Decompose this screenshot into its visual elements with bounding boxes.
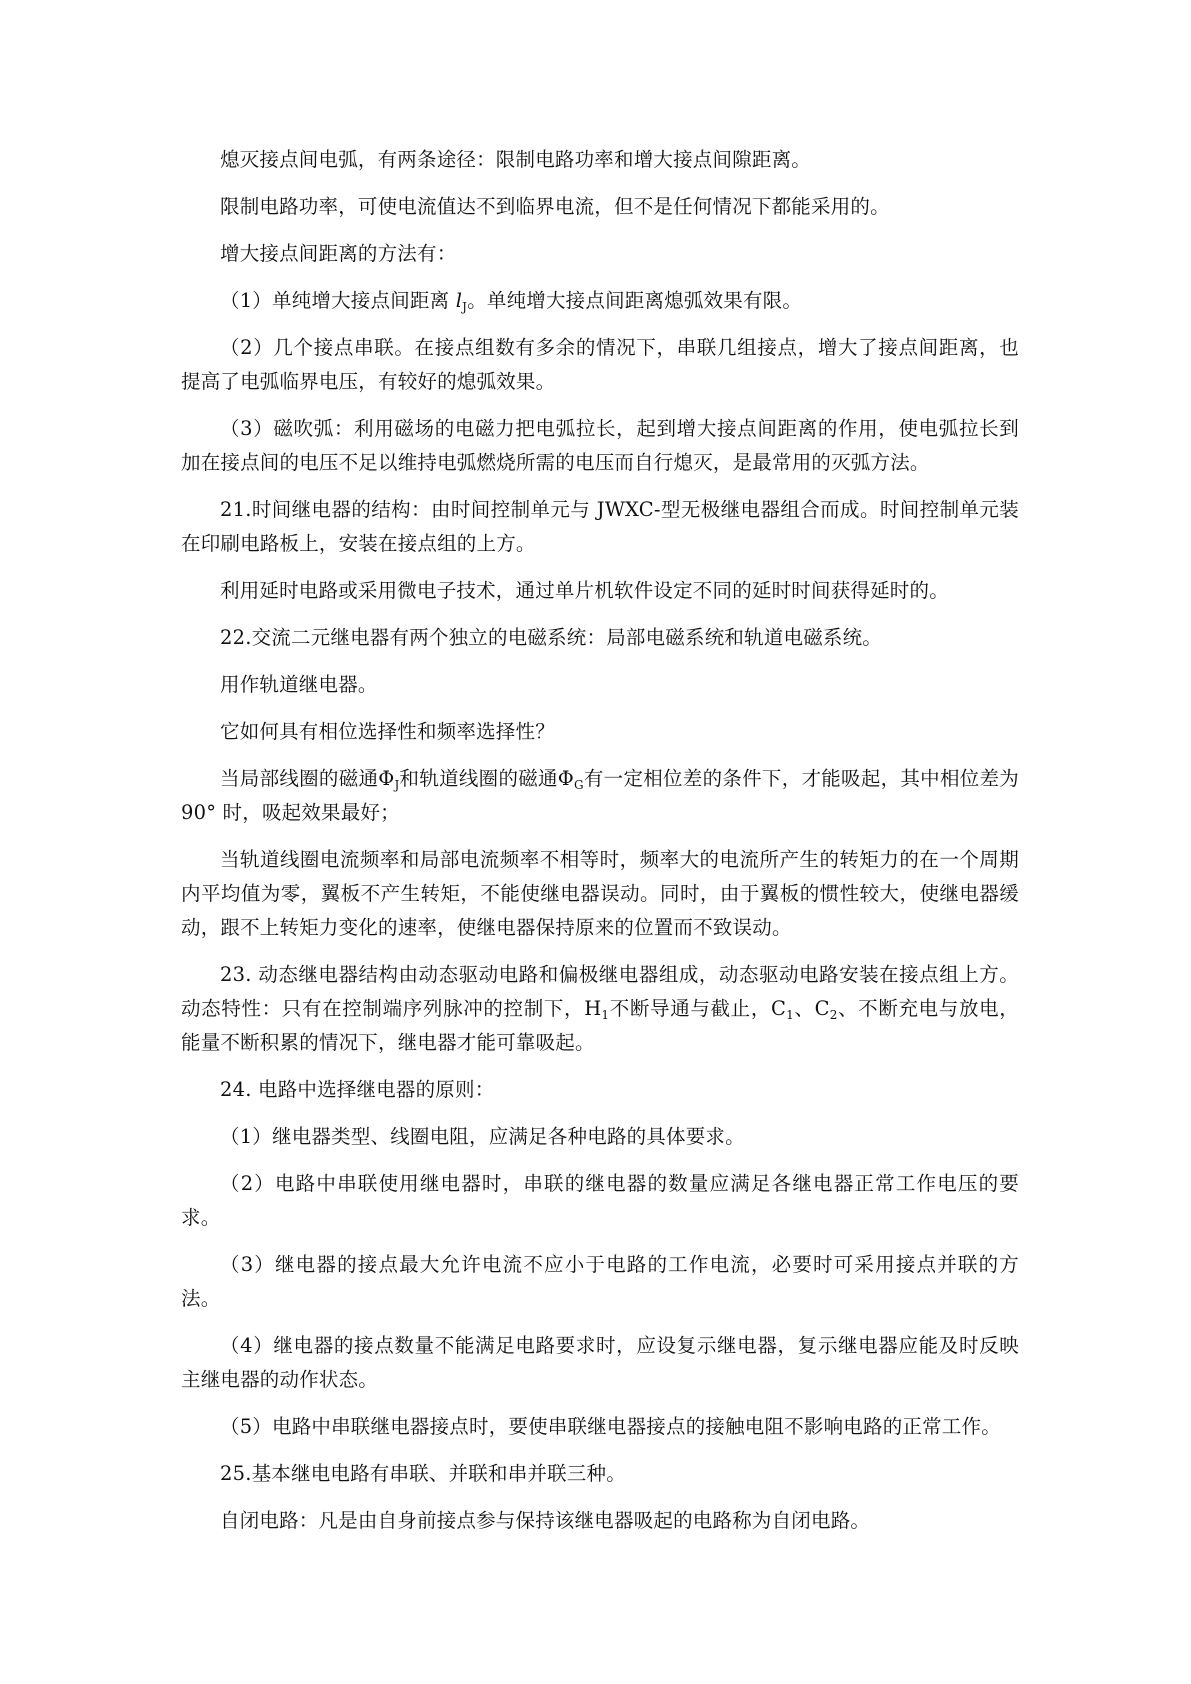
paragraph — [181, 1073, 1019, 1107]
paragraph-text: （2）电路中串联使用继电器时，串联的继电器的数量应满足各继电器正常工作电压的要求。 — [181, 1172, 1019, 1229]
subscript-text: 1 — [601, 1008, 610, 1022]
subscript-text: J — [394, 778, 400, 792]
paragraph — [181, 1504, 1019, 1538]
paragraph-text: 当局部线圈的磁通Φ — [220, 767, 395, 790]
subscript-text: 2 — [829, 1008, 838, 1022]
paragraph — [181, 190, 1019, 224]
paragraph-text: 和轨道线圈的磁通Φ — [399, 767, 574, 790]
paragraph — [181, 1329, 1019, 1397]
paragraph-text: （2）几个接点串联。在接点组数有多余的情况下，串联几组接点，增大了接点间距离，也提高了电弧临界电压，有较好的熄弧效果。 — [181, 336, 1019, 393]
subscript-text: J — [462, 300, 468, 314]
paragraph-text: 21.时间继电器的结构：由时间控制单元与 JWXC-型无极继电器组合而成。时间控制单元装在印刷电路板上，安装在接点组的上方。 — [181, 498, 1019, 555]
paragraph-text: 当轨道线圈电流频率和局部电流频率不相等时，频率大的电流所产生的转矩力的在一个周期内平均值为零，翼板不产生转矩，不能使继电器误动。同时，由于翼板的惯性较大，使继电器缓动，跟不上转矩力变化的速率，使继电器保持原来的位置而不致误动。 — [181, 848, 1019, 939]
paragraph-text: 熄灭接点间电弧，有两条途径：限制电路功率和增大接点间隙距离。 — [220, 148, 812, 171]
paragraph-text: 、C — [793, 997, 830, 1020]
paragraph-text: 自闭电路：凡是由自身前接点参与保持该继电器吸起的电路称为自闭电路。 — [220, 1509, 871, 1532]
paragraph-text: 有一定相位差的条件下，才能吸起，其中相位差为 90° 时，吸起效果最好； — [181, 767, 1019, 824]
paragraph — [181, 1167, 1019, 1235]
paragraph-text: 限制电路功率，可使电流值达不到临界电流，但不是任何情况下都能采用的。 — [220, 195, 890, 218]
paragraph-text: 23. 动态继电器结构由动态驱动电路和偏极继电器组成，动态驱动电路安装在接点组上方。动态特性：只有在控制端序列脉冲的控制下，H — [181, 963, 1019, 1020]
paragraph — [181, 958, 1019, 1060]
paragraph — [181, 493, 1019, 561]
paragraph — [181, 621, 1019, 655]
paragraph — [181, 715, 1019, 749]
paragraph — [181, 237, 1019, 271]
italic-text: l — [455, 289, 463, 312]
paragraph — [181, 284, 1019, 318]
paragraph-text: （3）磁吹弧：利用磁场的电磁力把电弧拉长，起到增大接点间距离的作用，使电弧拉长到加在接点间的电压不足以维持电弧燃烧所需的电压而自行熄灭，是最常用的灭弧方法。 — [181, 417, 1019, 474]
document-body — [181, 143, 1019, 1551]
paragraph-text: 24. 电路中选择继电器的原则： — [220, 1078, 495, 1101]
paragraph-text: 、不断充电与放电，能量不断积累的情况下，继电器才能可靠吸起。 — [181, 997, 1019, 1054]
paragraph — [181, 574, 1019, 608]
paragraph — [181, 1457, 1019, 1491]
paragraph-text: 增大接点间距离的方法有： — [220, 242, 457, 265]
paragraph-text: （5）电路中串联继电器接点时，要使串联继电器接点的接触电阻不影响电路的正常工作。 — [220, 1415, 1001, 1438]
paragraph-text: （1）单纯增大接点间距离 — [220, 289, 456, 312]
paragraph-text: （1）继电器类型、线圈电阻，应满足各种电路的具体要求。 — [220, 1125, 745, 1148]
paragraph — [181, 331, 1019, 399]
paragraph — [181, 412, 1019, 480]
paragraph — [181, 668, 1019, 702]
paragraph — [181, 1248, 1019, 1316]
subscript-text: G — [574, 778, 584, 792]
paragraph — [181, 1120, 1019, 1154]
paragraph — [181, 1410, 1019, 1444]
paragraph — [181, 843, 1019, 945]
paragraph-text: 。单纯增大接点间距离熄弧效果有限。 — [467, 289, 803, 312]
paragraph-text: 22.交流二元继电器有两个独立的电磁系统：局部电磁系统和轨道电磁系统。 — [220, 626, 883, 649]
paragraph-text: 利用延时电路或采用微电子技术，通过单片机软件设定不同的延时时间获得延时的。 — [220, 579, 949, 602]
paragraph-text: （3）继电器的接点最大允许电流不应小于电路的工作电流，必要时可采用接点并联的方法。 — [181, 1253, 1019, 1310]
paragraph — [181, 143, 1019, 177]
subscript-text: 1 — [786, 1008, 794, 1022]
paragraph-text: 25.基本继电电路有串联、并联和串并联三种。 — [220, 1462, 626, 1485]
paragraph-text: 不断导通与截止，C — [609, 997, 787, 1020]
paragraph-text: 用作轨道继电器。 — [220, 673, 378, 696]
paragraph-text: （4）继电器的接点数量不能满足电路要求时，应设复示继电器，复示继电器应能及时反映主继电器的动作状态。 — [181, 1334, 1019, 1391]
paragraph-text: 它如何具有相位选择性和频率选择性？ — [220, 720, 555, 743]
paragraph — [181, 762, 1019, 830]
